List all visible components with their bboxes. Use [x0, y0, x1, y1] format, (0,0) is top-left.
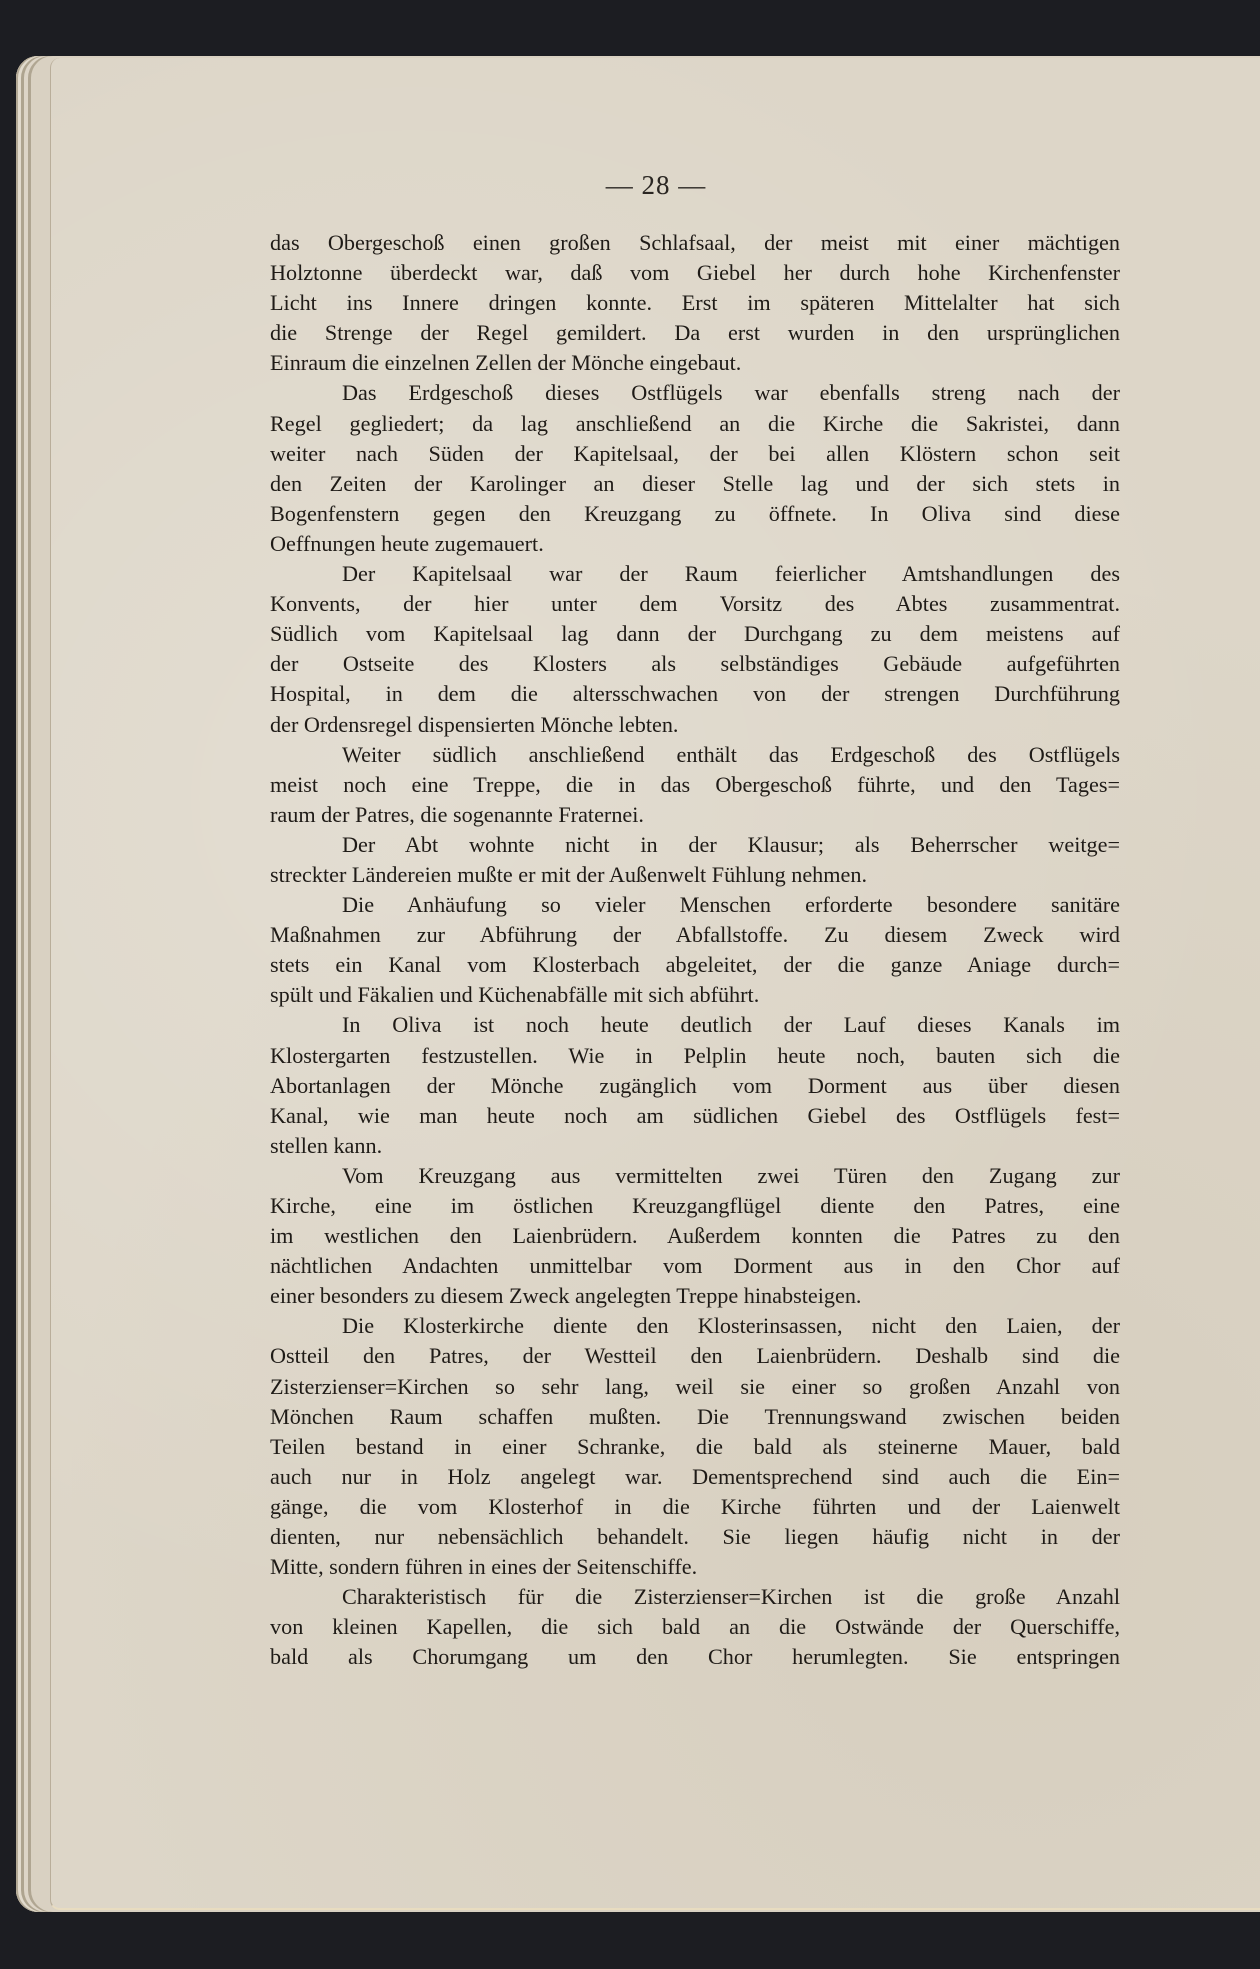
text-line: stets ein Kanal vom Klosterbach abgeleitet, der die ganze Aniage durch=	[270, 952, 1120, 978]
body-text	[270, 228, 1120, 1673]
text-line: Mitte, sondern führen in eines der Seitenschiffe.	[270, 1554, 698, 1580]
text-line: spült und Fäkalien und Küchenabfälle mit sich abführt.	[270, 982, 760, 1008]
text-line: der Ordensregel dispensierten Mönche lebten.	[270, 711, 679, 737]
text-line: Einraum die einzelnen Zellen der Mönche eingebaut.	[270, 350, 742, 376]
text-line: Maßnahmen zur Abführung der Abfallstoffe. Zu diesem Zweck wird	[270, 922, 1120, 948]
paragraph	[270, 830, 1120, 890]
text-line: Zisterzienser=Kirchen so sehr lang, weil sie einer so großen Anzahl von	[270, 1373, 1120, 1399]
text-line: Kirche, eine im östlichen Kreuzgangflügel diente den Patres, eine	[270, 1193, 1120, 1218]
page-number: — 28 —	[605, 170, 707, 200]
text-line: Teilen bestand in einer Schranke, die bald als steinerne Mauer, bald	[270, 1433, 1120, 1459]
text-line: im westlichen den Laienbrüdern. Außerdem konnten die Patres zu den	[270, 1223, 1120, 1249]
text-line: das Obergeschoß einen großen Schlafsaal, der meist mit einer mächtigen	[270, 230, 1120, 255]
text-line: Der Abt wohnte nicht in der Klausur; als Beherrscher weitge=	[342, 831, 1120, 857]
text-line: meist noch eine Treppe, die in das Obergeschoß führte, und den Tages=	[270, 771, 1120, 797]
text-line: die Strenge der Regel gemildert. Da erst wurden in den ursprünglichen	[270, 320, 1120, 346]
paragraph	[270, 1010, 1120, 1160]
text-line: streckter Ländereien mußte er mit der Außenwelt Fühlung nehmen.	[270, 861, 868, 887]
text-line: Das Erdgeschoß dieses Ostflügels war ebenfalls streng nach der	[342, 380, 1120, 406]
text-line: Mönchen Raum schaffen mußten. Die Trennungswand zwischen beiden	[270, 1403, 1120, 1429]
text-line: In Oliva ist noch heute deutlich der Lauf dieses Kanals im	[342, 1012, 1120, 1038]
text-line: Konvents, der hier unter dem Vorsitz des Abtes zusammentrat.	[270, 591, 1120, 617]
text-line: auch nur in Holz angelegt war. Dementsprechend sind auch die Ein=	[270, 1463, 1120, 1489]
text-line: nächtlichen Andachten unmittelbar vom Dorment aus in den Chor auf	[270, 1253, 1120, 1279]
text-line: Charakteristisch für die Zisterzienser=Kirchen ist die große Anzahl	[342, 1584, 1120, 1610]
paragraph	[270, 378, 1120, 559]
text-line: stellen kann.	[270, 1132, 383, 1158]
text-line: Südlich vom Kapitelsaal lag dann der Durchgang zu dem meistens auf	[270, 621, 1120, 647]
paragraph	[270, 1161, 1120, 1311]
text-line: Weiter südlich anschließend enthält das Erdgeschoß des Ostflügels	[342, 741, 1120, 767]
paragraph	[270, 559, 1120, 740]
text-line: weiter nach Süden der Kapitelsaal, der bei allen Klöstern schon seit	[270, 440, 1120, 466]
paragraph	[270, 228, 1120, 378]
paragraph	[270, 740, 1120, 830]
paragraph	[270, 1582, 1120, 1672]
text-line: Holztonne überdeckt war, daß vom Giebel her durch hohe Kirchenfenster	[270, 260, 1120, 286]
text-line: Klostergarten festzustellen. Wie in Pelplin heute noch, bauten sich die	[270, 1042, 1120, 1068]
text-line: Vom Kreuzgang aus vermittelten zwei Türen den Zugang zur	[342, 1162, 1120, 1188]
text-line: Kanal, wie man heute noch am südlichen Giebel des Ostflügels fest=	[270, 1102, 1120, 1128]
text-line: einer besonders zu diesem Zweck angelegten Treppe hinabsteigen.	[270, 1283, 862, 1309]
text-line: der Ostseite des Klosters als selbständiges Gebäude aufgeführten	[270, 651, 1120, 677]
text-line: Bogenfenstern gegen den Kreuzgang zu öffnete. In Oliva sind diese	[270, 500, 1120, 526]
text-line: gänge, die vom Klosterhof in die Kirche führten und der Laienwelt	[270, 1493, 1120, 1519]
text-line: Licht ins Innere dringen konnte. Erst im späteren Mittelalter hat sich	[270, 290, 1120, 316]
text-line: bald als Chorumgang um den Chor herumlegten. Sie entspringen	[270, 1644, 1120, 1670]
text-line: Hospital, in dem die altersschwachen von der strengen Durchführung	[270, 681, 1120, 707]
text-line: dienten, nur nebensächlich behandelt. Sie liegen häufig nicht in der	[270, 1524, 1120, 1550]
text-line: von kleinen Kapellen, die sich bald an die Ostwände der Querschiffe,	[270, 1614, 1120, 1640]
text-line: Die Anhäufung so vieler Menschen erforderte besondere sanitäre	[342, 892, 1120, 918]
text-line: Regel gegliedert; da lag anschließend an die Kirche die Sakristei, dann	[270, 410, 1120, 436]
text-line: Oeffnungen heute zugemauert.	[270, 530, 544, 556]
text-line: Die Klosterkirche diente den Klosterinsassen, nicht den Laien, der	[342, 1313, 1120, 1339]
text-line: Abortanlagen der Mönche zugänglich vom Dorment aus über diesen	[270, 1072, 1120, 1098]
text-line: Ostteil den Patres, der Westteil den Laienbrüdern. Deshalb sind die	[270, 1343, 1120, 1369]
text-line: raum der Patres, die sogenannte Fraternei.	[270, 801, 644, 827]
text-line: Der Kapitelsaal war der Raum feierlicher Amtshandlungen des	[342, 561, 1120, 587]
text-line: den Zeiten der Karolinger an dieser Stelle lag und der sich stets in	[270, 470, 1120, 496]
paragraph	[270, 890, 1120, 1010]
paragraph	[270, 1311, 1120, 1582]
